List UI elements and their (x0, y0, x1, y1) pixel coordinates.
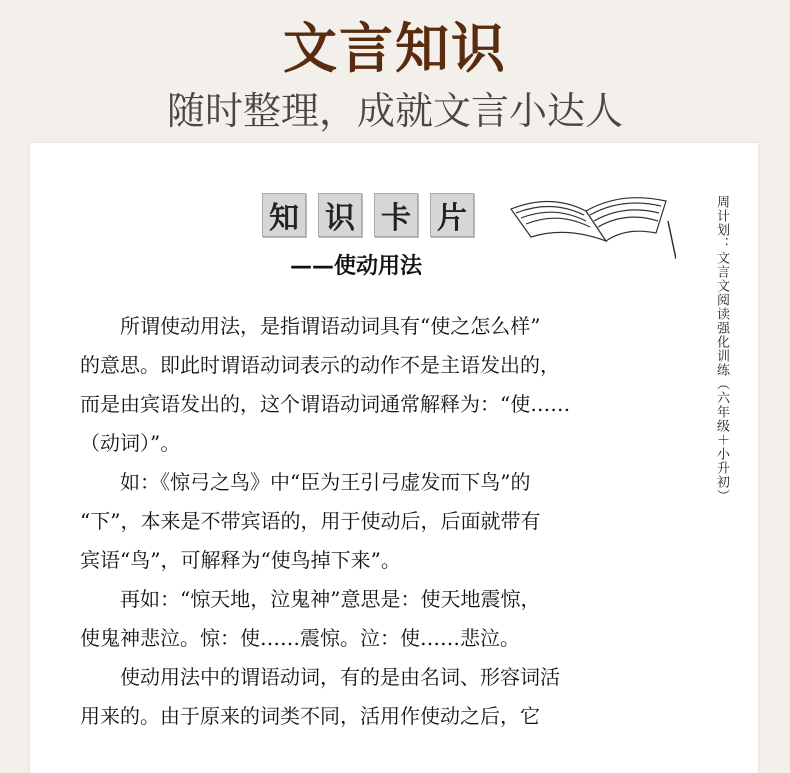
text-line: 的意思。即此时谓语动词表示的动作不是主语发出的， (80, 353, 560, 377)
card-title-char: 识 (318, 193, 362, 237)
text-line: 使动用法中的谓语动词，有的是由名词、形容词活 (120, 665, 560, 689)
text-line: 使鬼神悲泣。惊：使……震惊。泣：使……悲泣。 (80, 626, 520, 650)
document-page (30, 143, 758, 773)
card-title (262, 193, 474, 237)
side-label: 周计划：文言文阅读强化训练（六年级＋小升初） (714, 195, 729, 503)
text-line: 再如：“惊天地，泣鬼神”意思是：使天地震惊， (120, 587, 541, 611)
body-text (80, 307, 670, 736)
card-title-char: 知 (262, 193, 306, 237)
card-title-char: 卡 (374, 193, 418, 237)
text-line: “下”，本来是不带宾语的，用于使动后，后面就带有 (80, 509, 541, 533)
text-line: 如：《惊弓之鸟》中“臣为王引弓虚发而下鸟”的 (120, 470, 531, 494)
text-line: 所谓使动用法，是指谓语动词具有“使之怎么样” (120, 314, 541, 338)
text-line: 用来的。由于原来的词类不同，活用作使动之后，它 (80, 704, 540, 728)
text-line: 宾语“鸟”，可解释为“使鸟掉下来”。 (80, 548, 401, 572)
text-line: 而是由宾语发出的，这个谓语动词通常解释为：“使…… (80, 392, 571, 416)
card-title-char: 片 (430, 193, 474, 237)
text-line: （动词）”。 (80, 431, 181, 455)
card-subtitle: ——使动用法 (290, 254, 423, 279)
header-subtitle: 随时整理，成就文言小达人 (166, 89, 623, 133)
header-title: 文言知识 (283, 17, 507, 80)
open-book-icon (506, 171, 676, 261)
